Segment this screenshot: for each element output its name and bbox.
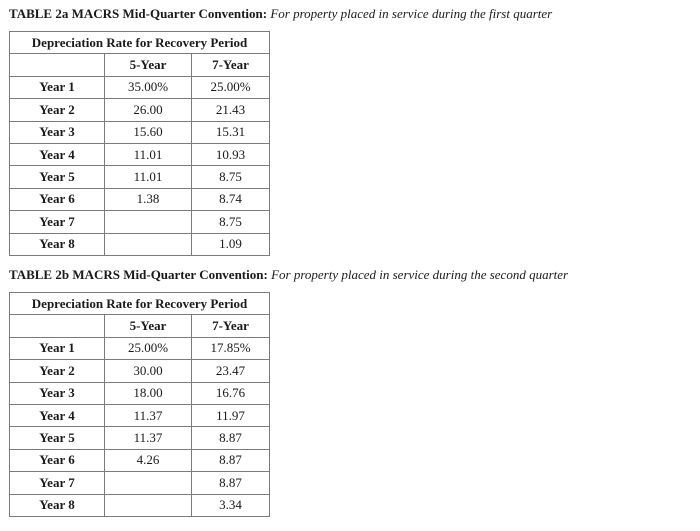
table-2a-header: Depreciation Rate for Recovery Period [10,32,270,54]
table-2b-description: For property placed in service during the second quarter [271,267,569,282]
table-2b-seven-year-rate: 8.87 [192,472,270,494]
table-2b-seven-year-rate: 23.47 [192,360,270,382]
table-2b-row [10,337,270,359]
table-2b-five-year-rate: 25.00% [105,337,192,359]
table-2b-year-cell: Year 4 [10,404,105,426]
table-2b-seven-year-rate: 3.34 [192,494,270,516]
table-2b-body [10,337,270,516]
table-2b-year-cell: Year 1 [10,337,105,359]
table-2a-row [10,121,270,143]
table-2a-five-year-rate: 1.38 [105,188,192,210]
table-2a-year-cell: Year 2 [10,99,105,121]
table-2b-blank-header [10,315,105,337]
table-2b-header: Depreciation Rate for Recovery Period [10,293,270,315]
table-2a-year-cell: Year 8 [10,233,105,255]
table-2b-seven-year-rate: 17.85% [192,337,270,359]
table-2a-year-cell: Year 4 [10,143,105,165]
table-2a-row [10,211,270,233]
table-2a-year-cell: Year 6 [10,188,105,210]
table-2a-five-year-rate: 26.00 [105,99,192,121]
table-2a-col-5-year: 5-Year [105,54,192,76]
table-2b-year-cell: Year 8 [10,494,105,516]
table-2a-row [10,166,270,188]
table-2a-row [10,233,270,255]
table-2a-seven-year-rate: 8.75 [192,211,270,233]
table-2b-five-year-rate: 11.37 [105,427,192,449]
table-2a-title: TABLE 2a MACRS Mid-Quarter Convention: [9,6,268,21]
table-2a-five-year-rate: 11.01 [105,166,192,188]
table-2b-five-year-rate [105,472,192,494]
table-2b-row [10,360,270,382]
table-2a-seven-year-rate: 15.31 [192,121,270,143]
table-2b-row [10,472,270,494]
table-2a-body [10,76,270,255]
table-2a-seven-year-rate: 8.74 [192,188,270,210]
table-2a-seven-year-rate: 1.09 [192,233,270,255]
table-2a-year-cell: Year 5 [10,166,105,188]
table-2a-five-year-rate: 11.01 [105,143,192,165]
table-2b-col-5-year: 5-Year [105,315,192,337]
table-2a-blank-header [10,54,105,76]
table-2b-year-cell: Year 3 [10,382,105,404]
table-2a-year-cell: Year 3 [10,121,105,143]
table-2a-seven-year-rate: 10.93 [192,143,270,165]
table-2b-row [10,404,270,426]
table-2b-row [10,494,270,516]
table-2b-row [10,449,270,471]
table-2a-five-year-rate: 35.00% [105,76,192,98]
table-2a-description: For property placed in service during the first quarter [270,6,553,21]
table-2b-five-year-rate: 18.00 [105,382,192,404]
table-2a [9,31,270,256]
table-2b-caption [9,267,568,283]
table-2b-five-year-rate [105,494,192,516]
table-2a-five-year-rate [105,233,192,255]
table-2b-row [10,382,270,404]
table-2b-year-cell: Year 2 [10,360,105,382]
table-2a-seven-year-rate: 21.43 [192,99,270,121]
table-2a-col-7-year: 7-Year [192,54,270,76]
table-2b-five-year-rate: 11.37 [105,404,192,426]
table-2a-year-cell: Year 1 [10,76,105,98]
table-2b-year-cell: Year 6 [10,449,105,471]
table-2b-year-cell: Year 7 [10,472,105,494]
table-2b-five-year-rate: 4.26 [105,449,192,471]
table-2a-seven-year-rate: 8.75 [192,166,270,188]
table-2b-five-year-rate: 30.00 [105,360,192,382]
table-2b [9,292,270,517]
table-2a-row [10,76,270,98]
table-2a-caption [9,6,552,22]
table-2a-five-year-rate: 15.60 [105,121,192,143]
table-2a-row [10,188,270,210]
table-2b-col-7-year: 7-Year [192,315,270,337]
table-2b-seven-year-rate: 16.76 [192,382,270,404]
table-2a-seven-year-rate: 25.00% [192,76,270,98]
table-2a-row [10,143,270,165]
table-2a-row [10,99,270,121]
table-2b-seven-year-rate: 8.87 [192,427,270,449]
table-2b-seven-year-rate: 11.97 [192,404,270,426]
table-2b-year-cell: Year 5 [10,427,105,449]
table-2a-year-cell: Year 7 [10,211,105,233]
table-2b-seven-year-rate: 8.87 [192,449,270,471]
table-2b-row [10,427,270,449]
table-2a-five-year-rate [105,211,192,233]
table-2b-title: TABLE 2b MACRS Mid-Quarter Convention: [9,267,268,282]
